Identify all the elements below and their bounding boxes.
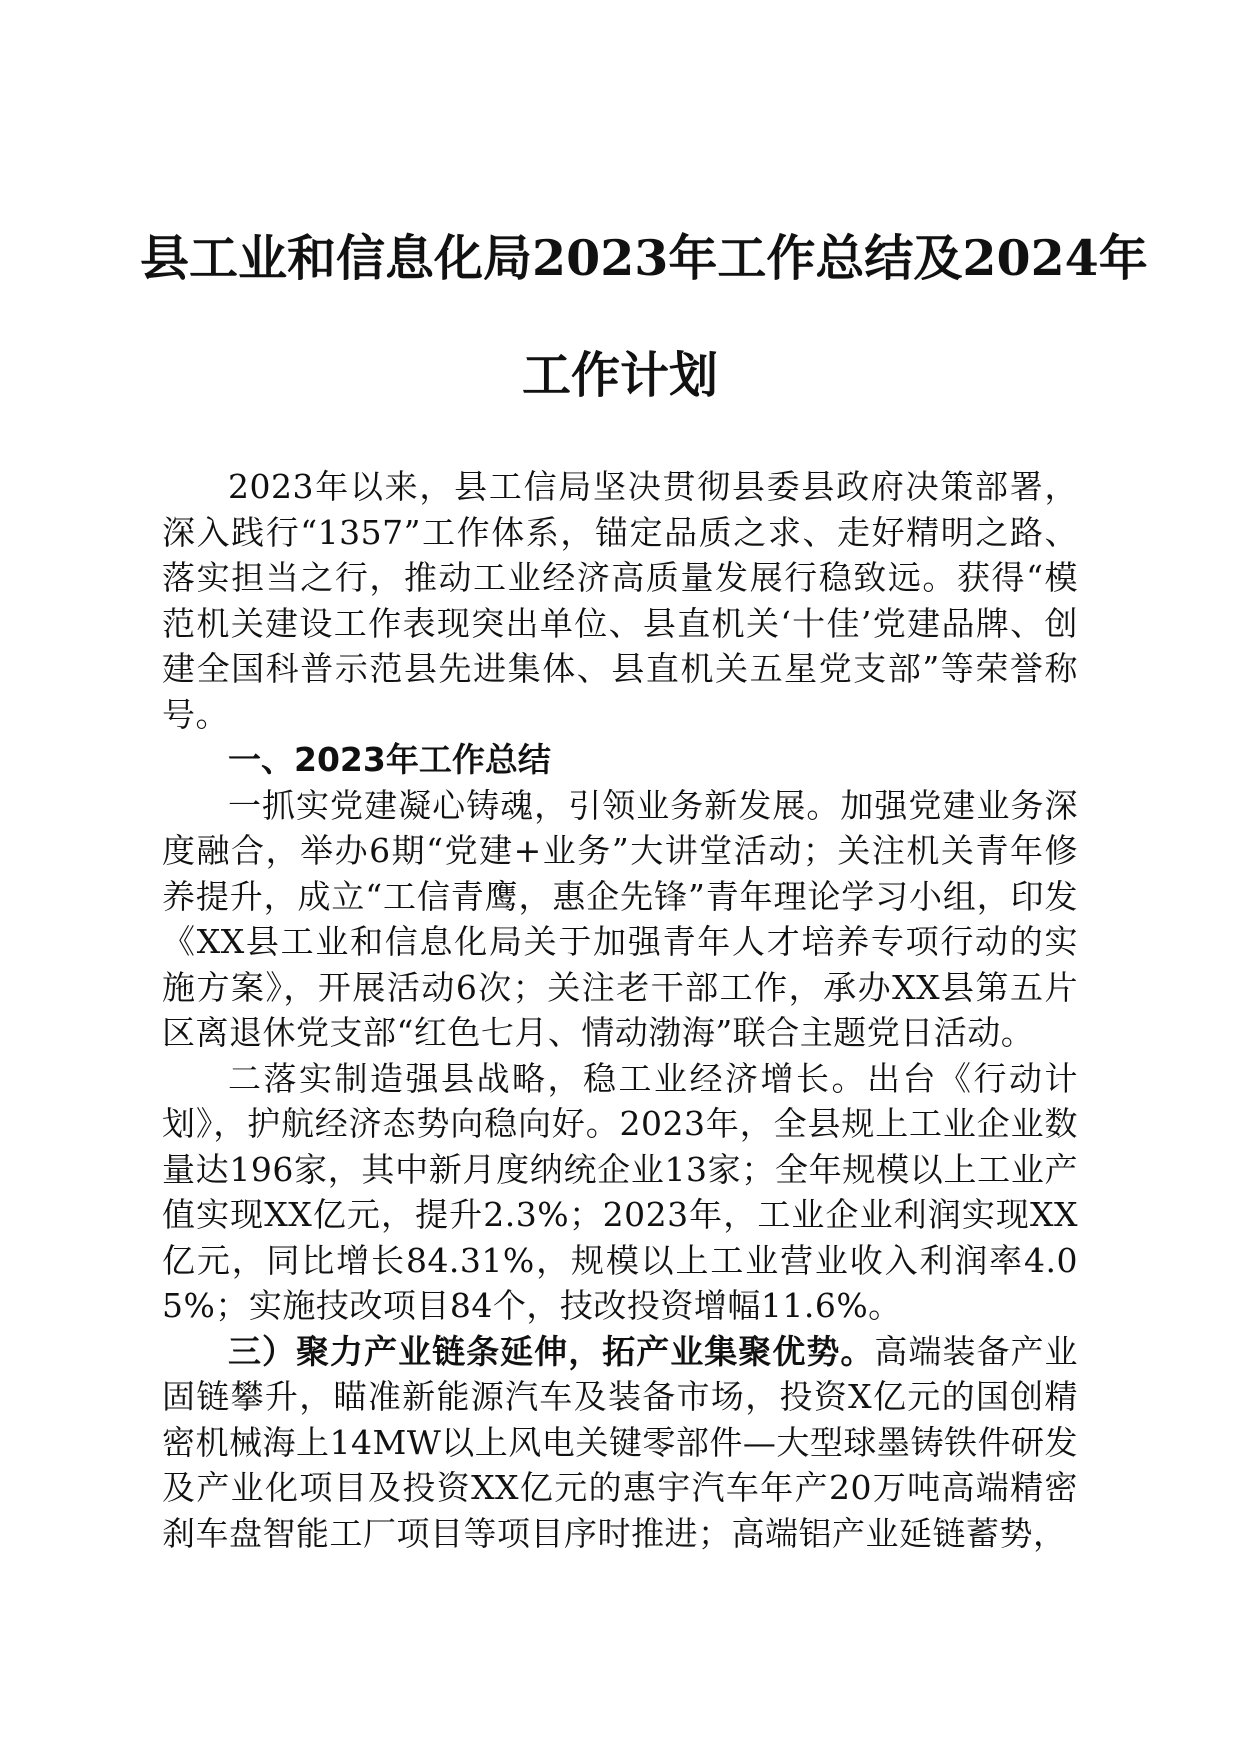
paragraph-industry-chain [162, 1329, 1078, 1557]
section-heading: 一、2023年工作总结 [228, 740, 551, 779]
document-title-line2: 工作计划 [521, 346, 718, 404]
document-body [162, 464, 1078, 1556]
paragraph-manufacturing: 二落实制造强县战略，稳工业经济增长。出台《行动计划》，护航经济态势向稳向好。2023年，全县规上工业企业数量达196家，其中新月度纳统企业13家；全年规模以上工业产值实现XX亿元，提升2.3%；2023年，工业企业利润实现XX亿元，同比增长84.31%，规模以上工业营业收入利润率4.05%；实施技改项目84个，技改投资增幅11.6%。 [162, 1058, 1078, 1325]
intro-paragraph: 2023年以来，县工信局坚决贯彻县委县政府决策部署，深入践行“1357”工作体系，锚定品质之求、走好精明之路、落实担当之行，推动工业经济高质量发展行稳致远。获得“模范机关建设工作表现突出单位、县直机关‘十佳’党建品牌、创建全国科普示范县先进集体、县直机关五星党支部”等荣誉称号。 [162, 467, 1078, 734]
paragraph-industry-chain-text: 高端装备产业固链攀升，瞄准新能源汽车及装备市场，投资X亿元的国创精密机械海上14MW以上风电关键零部件—大型球墨铸铁件研发及产业化项目及投资XX亿元的惠宇汽车年产20万吨高端精密刹车盘智能工厂项目等项目序时推进；高端铝产业延链蓄势， [162, 1331, 1079, 1553]
paragraph-party-building: 一抓实党建凝心铸魂，引领业务新发展。加强党建业务深度融合，举办6期“党建+业务”大讲堂活动；关注机关青年修养提升，成立“工信青鹰，惠企先锋”青年理论学习小组，印发《XX县工业和信息化局关于加强青年人才培养专项行动的实施方案》，开展活动6次；关注老干部工作，承办XX县第五片区离退休党支部“红色七月、情动渤海”联合主题党日活动。 [162, 785, 1078, 1052]
paragraph-industry-chain-lead: 三）聚力产业链条延伸，拓产业集聚优势。 [228, 1331, 875, 1371]
document-title-line1: 县工业和信息化局2023年工作总结及2024年 [140, 229, 1148, 287]
